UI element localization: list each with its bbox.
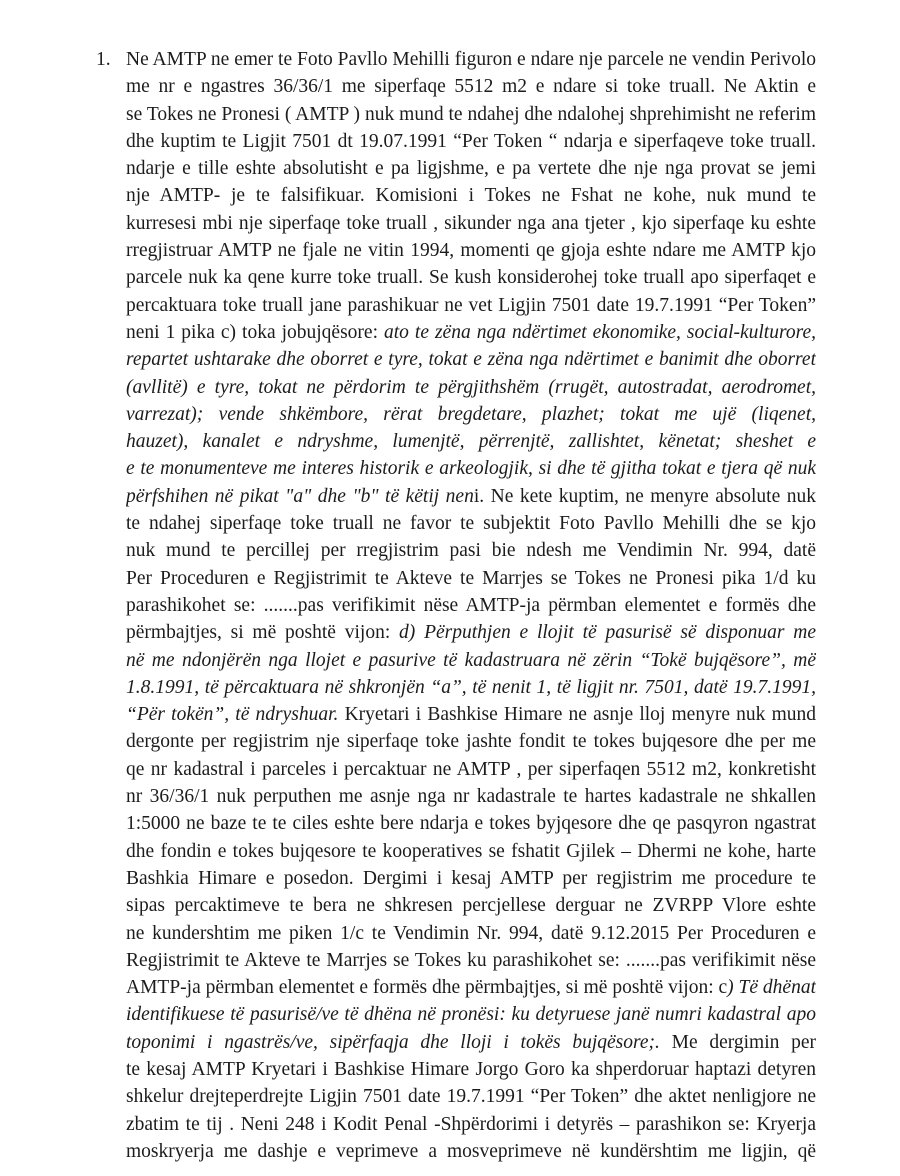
text-run: Me dergimin per: [671, 1031, 816, 1053]
text-run: nuk mund te percillej per rregjistrim pasi bie ndesh me Vendimin Nr. 994, datë: [126, 540, 816, 562]
text-line: [126, 783, 816, 810]
italic-quote-text: e te monumenteve me interes historik e arkeologjik, si dhe të gjitha tokat e tjera që nuk: [126, 458, 816, 480]
text-run: dergonte per regjistrim nje siperfaqe toke jashte fondit te tokes bujqesore dhe per me: [126, 731, 816, 753]
text-line: [126, 947, 816, 974]
text-line: [126, 1001, 816, 1028]
text-run: shkelur drejteperdrejte Ligjin 7501 date 19.7.1991 “Per Token” dhe aktet nenligjore ne: [126, 1086, 816, 1108]
text-line: [126, 1138, 816, 1165]
text-run: percaktuara toke truall jane parashikuar ne vet Ligjin 7501 date 19.7.1991 “Per Token”: [126, 294, 816, 316]
text-run: rregjistruar AMTP ne fjale ne vitin 1994, momenti qe gjoja eshte ndare me AMTP kjo: [126, 240, 816, 262]
text-line: [126, 374, 816, 401]
italic-quote-text: identifikuese të pasurisë/ve të dhëna në pronësi: ku detyruese janë numri kadastral apo: [126, 1004, 816, 1026]
italic-quote-text: d) Përputhjen e llojit të pasurisë së disponuar me: [399, 622, 816, 644]
text-run: nr 36/36/1 nuk perputhen me asnje nga nr kadastrale te hartes kadastrale ne shkallen: [126, 786, 816, 808]
text-line: [126, 210, 816, 237]
text-run: Bashkia Himare e posedon. Dergimi i kesaj AMTP per regjistrim me procedure te: [126, 867, 816, 889]
text-run: qe nr kadastral i parceles i percaktuar ne AMTP , per siperfaqen 5512 m2, konkretisht: [126, 758, 816, 780]
text-run: dhe kuptim te Ligjit 7501 dt 19.07.1991 “Per Token “ ndarja e siperfaqeve toke truall.: [126, 130, 816, 152]
text-line: [126, 647, 816, 674]
text-line: [126, 128, 816, 155]
text-line: [126, 428, 816, 455]
text-line: [126, 565, 816, 592]
text-run: sipas percaktimeve te bera ne shkresen percjellese derguar ne ZVRPP Vlore eshte: [126, 895, 816, 917]
text-line: [126, 1029, 816, 1056]
text-line: [126, 1083, 816, 1110]
text-line: [126, 455, 816, 482]
text-run: i. Ne kete kuptim, ne menyre absolute nuk: [473, 485, 816, 507]
text-line: [126, 619, 816, 646]
text-run: moskryerja me dashje e veprimeve a mosveprimeve në kundërshtim me ligjin, që: [126, 1140, 816, 1162]
text-run: te kesaj AMTP Kryetari i Bashkise Himare Jorgo Goro ka shperdoruar haptazi detyren: [126, 1058, 816, 1080]
italic-quote-text: “Për tokën”, të ndryshuar.: [126, 704, 339, 726]
text-run: parashikohet se: .......pas verifikimit nëse AMTP-ja përmban elementet e formës dhe: [126, 594, 816, 616]
text-run: Ne AMTP ne emer te Foto Pavllo Mehilli figuron e ndare nje parcele ne vendin Perivolo: [126, 49, 816, 70]
text-line: [126, 46, 816, 73]
text-line: [126, 810, 816, 837]
text-line: [126, 155, 816, 182]
text-run: ne kundershtim me piken 1/c te Vendimin Nr. 994, datë 9.12.2015 Per Proceduren e: [126, 922, 816, 944]
text-line: [126, 974, 816, 1001]
italic-quote-text: në me ndonjërën nga llojet e pasurive të kadastruara në zërin “Tokë bujqësore”, më: [126, 649, 816, 671]
text-run: AMTP-ja përmban elementet e formës dhe përmbajtjes, si më poshtë vijon: c: [126, 977, 728, 999]
text-line: [126, 756, 816, 783]
paragraph-body: [126, 46, 816, 1165]
text-line: [126, 701, 816, 728]
text-line: [126, 674, 816, 701]
list-item-number: 1.: [96, 49, 111, 70]
text-line: [126, 1111, 816, 1138]
text-line: [126, 292, 816, 319]
text-line: [126, 264, 816, 291]
italic-quote-text: 1.8.1991, të përcaktuara në shkronjën “a”, të nenit 1, të ligjit nr. 7501, datë 19.7.1991,: [126, 676, 816, 698]
italic-quote-text: toponimi i ngastrës/ve, sipërfaqja dhe lloji i tokës bujqësore;.: [126, 1031, 660, 1053]
text-line: [126, 510, 816, 537]
italic-quote-text: ) Të dhënat: [727, 977, 816, 999]
text-run: ndarje e tille eshte absolutisht e pa ligjshme, e pa vertete dhe nje nga provat se jemi: [126, 158, 816, 180]
text-run: përmbajtjes, si më poshtë vijon:: [126, 622, 400, 644]
text-line: [126, 865, 816, 892]
text-run: zbatim te tij . Neni 248 i Kodit Penal -Shpërdorimi i detyrës – parashikon se: Kryerja: [126, 1113, 816, 1135]
text-run: neni 1 pika c) toka jobujqësore:: [126, 321, 384, 343]
text-line: [126, 920, 816, 947]
text-line: [126, 319, 816, 346]
italic-quote-text: repartet ushtarake dhe oborret e tyre, tokat e zëna nga ndërtimet e banimit dhe oborret: [126, 349, 816, 371]
text-run: Kryetari i Bashkise Himare ne asnje lloj menyre nuk mund: [344, 704, 816, 726]
italic-quote-text: ato te zëna nga ndërtimet ekonomike, social-kulturore,: [383, 321, 816, 343]
text-run: te ndahej siperfaqe toke truall ne favor te subjektit Foto Pavllo Mehilli dhe se kjo: [126, 513, 816, 535]
text-line: [126, 537, 816, 564]
text-run: kurresesi mbi nje siperfaqe toke truall , sikunder nga ana tjeter , kjo siperfaqe ku eshte: [126, 212, 816, 234]
text-line: [126, 892, 816, 919]
text-line: [126, 483, 816, 510]
text-run: Per Proceduren e Regjistrimit te Akteve te Marrjes se Tokes ne Pronesi pika 1/d ku: [126, 567, 816, 589]
text-run: nje AMTP- je te falsifikuar. Komisioni i Tokes ne Fshat ne kohe, nuk mund te: [126, 185, 816, 207]
italic-quote-text: varrezat); vende shkëmbore, rërat bregdetare, plazhet; tokat me ujë (liqenet,: [126, 403, 816, 425]
text-line: [126, 346, 816, 373]
text-line: [126, 73, 816, 100]
text-line: [126, 838, 816, 865]
text-line: [126, 1056, 816, 1083]
text-line: [126, 237, 816, 264]
text-run: parcele nuk ka qene kurre toke truall. Se kush konsiderohej toke truall apo siperfaqet e: [126, 267, 816, 289]
text-line: [126, 182, 816, 209]
italic-quote-text: hauzet), kanalet e ndryshme, lumenjtë, përrenjtë, zallishtet, kënetat; sheshet e: [126, 431, 816, 453]
italic-quote-text: (avllitë) e tyre, tokat ne përdorim te përgjithshëm (rrugët, autostradat, aerodromet,: [126, 376, 816, 398]
text-line: [126, 728, 816, 755]
text-line: [126, 592, 816, 619]
italic-quote-text: përfshihen në pikat "a" dhe "b" të këtij nen: [126, 485, 474, 507]
text-run: Regjistrimit te Akteve te Marrjes se Tokes ku parashikohet se: .......pas verifikimit nëse: [126, 949, 816, 971]
text-run: dhe fondin e tokes bujqesore te kooperatives se fshatit Gjilek – Dhermi ne kohe, harte: [126, 840, 816, 862]
text-line: [126, 401, 816, 428]
text-line: [126, 101, 816, 128]
text-run: 1:5000 ne baze te te ciles eshte bere ndarja e tokes byjqesore dhe qe pasqyron ngastrat: [126, 813, 816, 835]
text-run: me nr e ngastres 36/36/1 me siperfaqe 5512 m2 e ndare si toke truall. Ne Aktin e: [126, 76, 816, 98]
text-run: se Tokes ne Pronesi ( AMTP ) nuk mund te ndahej dhe ndalohej shprehimisht ne referim: [126, 103, 816, 125]
